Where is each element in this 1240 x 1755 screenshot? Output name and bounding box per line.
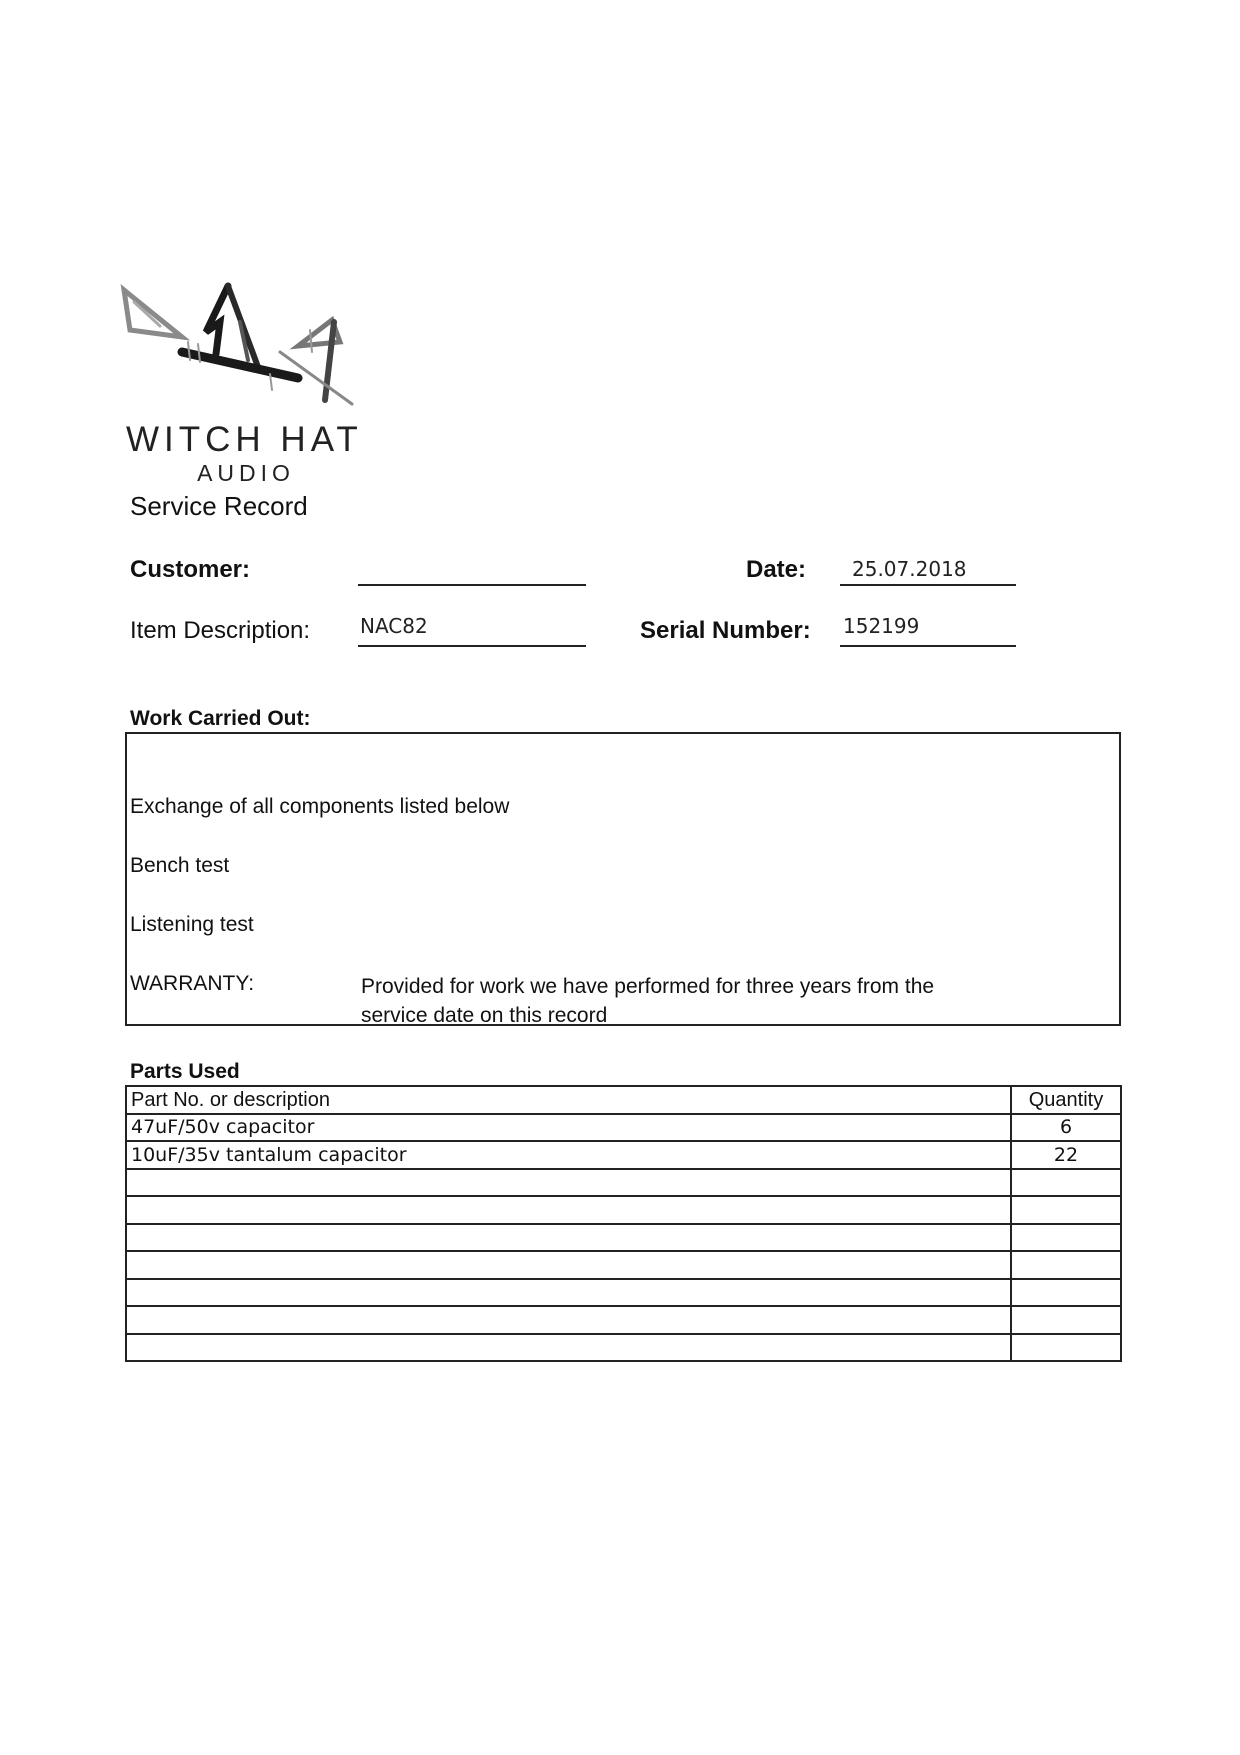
part-description-cell[interactable]: [126, 1279, 1011, 1307]
item-description-value[interactable]: NAC82: [360, 614, 428, 638]
brand-name: WITCH HAT: [126, 420, 363, 459]
customer-label: Customer:: [130, 556, 251, 583]
serial-number-label: Serial Number:: [640, 617, 811, 644]
quantity-cell[interactable]: [1011, 1169, 1121, 1197]
column-header-quantity: Quantity: [1011, 1086, 1121, 1114]
date-label: Date:: [746, 556, 807, 583]
table-row: [126, 1141, 1121, 1169]
parts-table: [125, 1085, 1122, 1362]
parts-table-header: [126, 1086, 1121, 1114]
item-description-underline: [358, 645, 586, 647]
quantity-cell[interactable]: [1011, 1251, 1121, 1279]
part-description-cell[interactable]: 10uF/35v tantalum capacitor: [126, 1141, 1011, 1169]
witch-hat-logo-icon: [120, 282, 360, 412]
quantity-cell[interactable]: [1011, 1334, 1121, 1362]
part-description-cell[interactable]: [126, 1169, 1011, 1197]
quantity-cell[interactable]: [1011, 1224, 1121, 1252]
table-row: [126, 1169, 1121, 1197]
column-header-part: Part No. or description: [126, 1086, 1011, 1114]
part-description-cell[interactable]: [126, 1334, 1011, 1362]
table-row: [126, 1279, 1121, 1307]
table-row: [126, 1196, 1121, 1224]
date-underline: [840, 584, 1016, 586]
quantity-cell[interactable]: 22: [1011, 1141, 1121, 1169]
quantity-cell[interactable]: [1011, 1196, 1121, 1224]
brand-subtitle: AUDIO: [197, 460, 295, 486]
quantity-cell[interactable]: [1011, 1306, 1121, 1334]
work-item: Listening test: [130, 913, 254, 936]
work-item: Bench test: [130, 854, 230, 877]
parts-used-label: Parts Used: [130, 1060, 240, 1083]
warranty-label: WARRANTY:: [130, 972, 255, 995]
date-value[interactable]: 25.07.2018: [852, 557, 967, 581]
part-description-cell[interactable]: [126, 1306, 1011, 1334]
document-title: Service Record: [130, 491, 308, 521]
table-row: [126, 1306, 1121, 1334]
serial-number-value[interactable]: 152199: [843, 614, 920, 638]
warranty-text: Provided for work we have performed for three years from the service date on this record: [361, 975, 935, 1027]
serial-number-underline: [840, 645, 1016, 647]
customer-field[interactable]: [358, 584, 586, 586]
work-item: Exchange of all components listed below: [130, 795, 510, 818]
part-description-cell[interactable]: [126, 1196, 1011, 1224]
table-row: [126, 1114, 1121, 1142]
table-row: [126, 1251, 1121, 1279]
part-description-cell[interactable]: [126, 1251, 1011, 1279]
table-row: [126, 1334, 1121, 1362]
quantity-cell[interactable]: [1011, 1279, 1121, 1307]
part-description-cell[interactable]: [126, 1224, 1011, 1252]
table-row: [126, 1224, 1121, 1252]
part-description-cell[interactable]: 47uF/50v capacitor: [126, 1114, 1011, 1142]
item-description-label: Item Description:: [130, 617, 311, 644]
work-carried-out-label: Work Carried Out:: [130, 707, 311, 730]
quantity-cell[interactable]: 6: [1011, 1114, 1121, 1142]
